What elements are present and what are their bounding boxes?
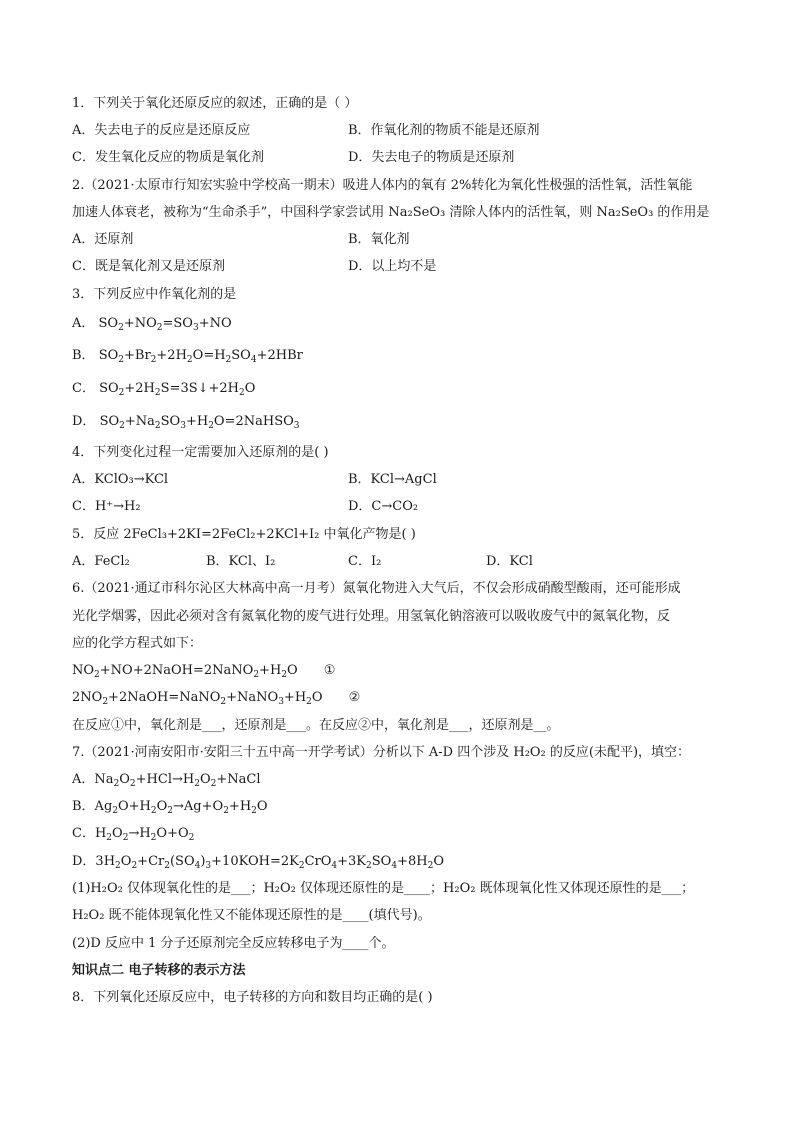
question-5-option-b: B．KCl、I₂: [206, 554, 276, 569]
question-6-stem-line-2: 光化学烟雾，因此必须对含有氮氧化物的废气进行处理。用氢氧化钠溶液可以吸收废气中的氮氧化物，反: [72, 609, 671, 624]
option-label: A．: [72, 316, 95, 331]
equation-number: ②: [348, 690, 361, 705]
question-5-option-d: D．KCl: [486, 554, 533, 569]
question-2-option-b: B．氧化剂: [348, 232, 410, 247]
option-label: D．: [72, 414, 96, 429]
question-7-part-2: (2)D 反应中 1 分子还原剂完全反应转移电子为____个。: [72, 936, 395, 951]
question-5-option-a: A．FeCl₂: [72, 554, 130, 569]
question-4-option-b: B．KCl→AgCl: [348, 472, 437, 487]
question-5-option-c: C．I₂: [348, 554, 382, 569]
question-2-option-d: D．以上均不是: [348, 259, 437, 274]
question-3-stem: 3．下列反应中作氧化剂的是: [72, 287, 237, 302]
question-1-option-d: D．失去电子的物质是还原剂: [348, 150, 515, 165]
question-8-stem: 8．下列氧化还原反应中，电子转移的方向和数目均正确的是( ): [72, 990, 433, 1005]
equation-number: ①: [323, 663, 336, 678]
question-6-equation-1: $NO_2+NO+2NaOH=2NaNO_2+H_2O$ ①: [72, 663, 336, 680]
question-6-stem-line-3: 应的化学方程式如下：: [72, 636, 203, 651]
question-6-fill-blank: 在反应①中，氧化剂是___，还原剂是___。在反应②中，氧化剂是___，还原剂是__。: [72, 718, 560, 733]
question-1-option-b: B．作氧化剂的物质不能是还原剂: [348, 123, 540, 138]
question-4-option-c: C．H⁺→H₂: [72, 499, 141, 514]
question-3-option-c: C． $SO_2+2H_2S=3S↓+2H_2O$: [72, 381, 256, 398]
option-label: C．: [72, 381, 95, 396]
question-3-option-b: B． $SO_2+Br_2+2H_2O=H_2SO_4+2HBr$: [72, 348, 303, 365]
question-1-option-a: A．失去电子的反应是还原反应: [72, 123, 251, 138]
question-4-stem: 4．下列变化过程一定需要加入还原剂的是( ): [72, 445, 329, 460]
option-label: B．: [72, 348, 95, 363]
question-2-stem-line-1: 2.（2021·太原市行知宏实验中学校高一期末）吸进人体内的氧有 2%转化为氧化性极强的活性氧，活性氧能: [72, 178, 693, 193]
question-7-reaction-d: D．$3H_2O_2+Cr_2(SO_4)_3+10KOH=2K_2CrO_4+3K_2SO_4+8H_2O$: [72, 854, 444, 871]
question-1-stem: 1．下列关于氧化还原反应的叙述，正确的是（ ）: [72, 96, 358, 111]
question-4-option-d: D．C→CO₂: [348, 499, 419, 514]
question-2-stem-line-2: 加速人体衰老，被称为“生命杀手”，中国科学家尝试用 Na₂SeO₃ 清除人体内的活性氧，则 Na₂SeO₃ 的作用是: [72, 205, 710, 220]
question-6-equation-2: $2NO_2+2NaOH=NaNO_2+NaNO_3+H_2O$ ②: [72, 690, 361, 707]
question-3-option-a: A． $SO_2+NO_2=SO_3+NO$: [72, 316, 232, 333]
section-heading: 知识点二 电子转移的表示方法: [72, 963, 246, 978]
question-1-option-c: C．发生氧化反应的物质是氧化剂: [72, 150, 264, 165]
question-7-reaction-a: A．$Na_2O_2+HCl\to H_2O_2+NaCl$: [72, 772, 261, 789]
question-7-stem: 7.（2021·河南安阳市·安阳三十五中高一开学考试）分析以下 A-D 四个涉及 H₂O₂ 的反应(未配平)，填空：: [72, 745, 691, 760]
question-3-option-d: D． $SO_2+Na_2SO_3+H_2O=2NaHSO_3$: [72, 414, 300, 431]
question-7-reaction-b: B．$Ag_2O+H_2O_2\to Ag+O_2+H_2O$: [72, 799, 268, 816]
question-7-reaction-c: C．$H_2O_2\to H_2O+O_2$: [72, 826, 195, 843]
question-7-part-1-line-1: (1)H₂O₂ 仅体现氧化性的是___；H₂O₂ 仅体现还原性的是____；H₂O₂ 既体现氧化性又体现还原性的是___；: [72, 881, 695, 896]
question-2-option-c: C．既是氧化剂又是还原剂: [72, 259, 225, 274]
question-6-stem-line-1: 6.（2021·通辽市科尔沁区大林高中高一月考）氮氧化物进入大气后，不仅会形成硝酸型酸雨，还可能形成: [72, 581, 681, 596]
question-5-stem: 5．反应 2FeCl₃+2KI=2FeCl₂+2KCl+I₂ 中氧化产物是( ): [72, 527, 416, 542]
question-2-option-a: A．还原剂: [72, 232, 134, 247]
question-4-option-a: A．KClO₃→KCl: [72, 472, 169, 487]
question-7-part-1-line-2: H₂O₂ 既不能体现氧化性又不能体现还原性的是____(填代号)。: [72, 908, 431, 923]
